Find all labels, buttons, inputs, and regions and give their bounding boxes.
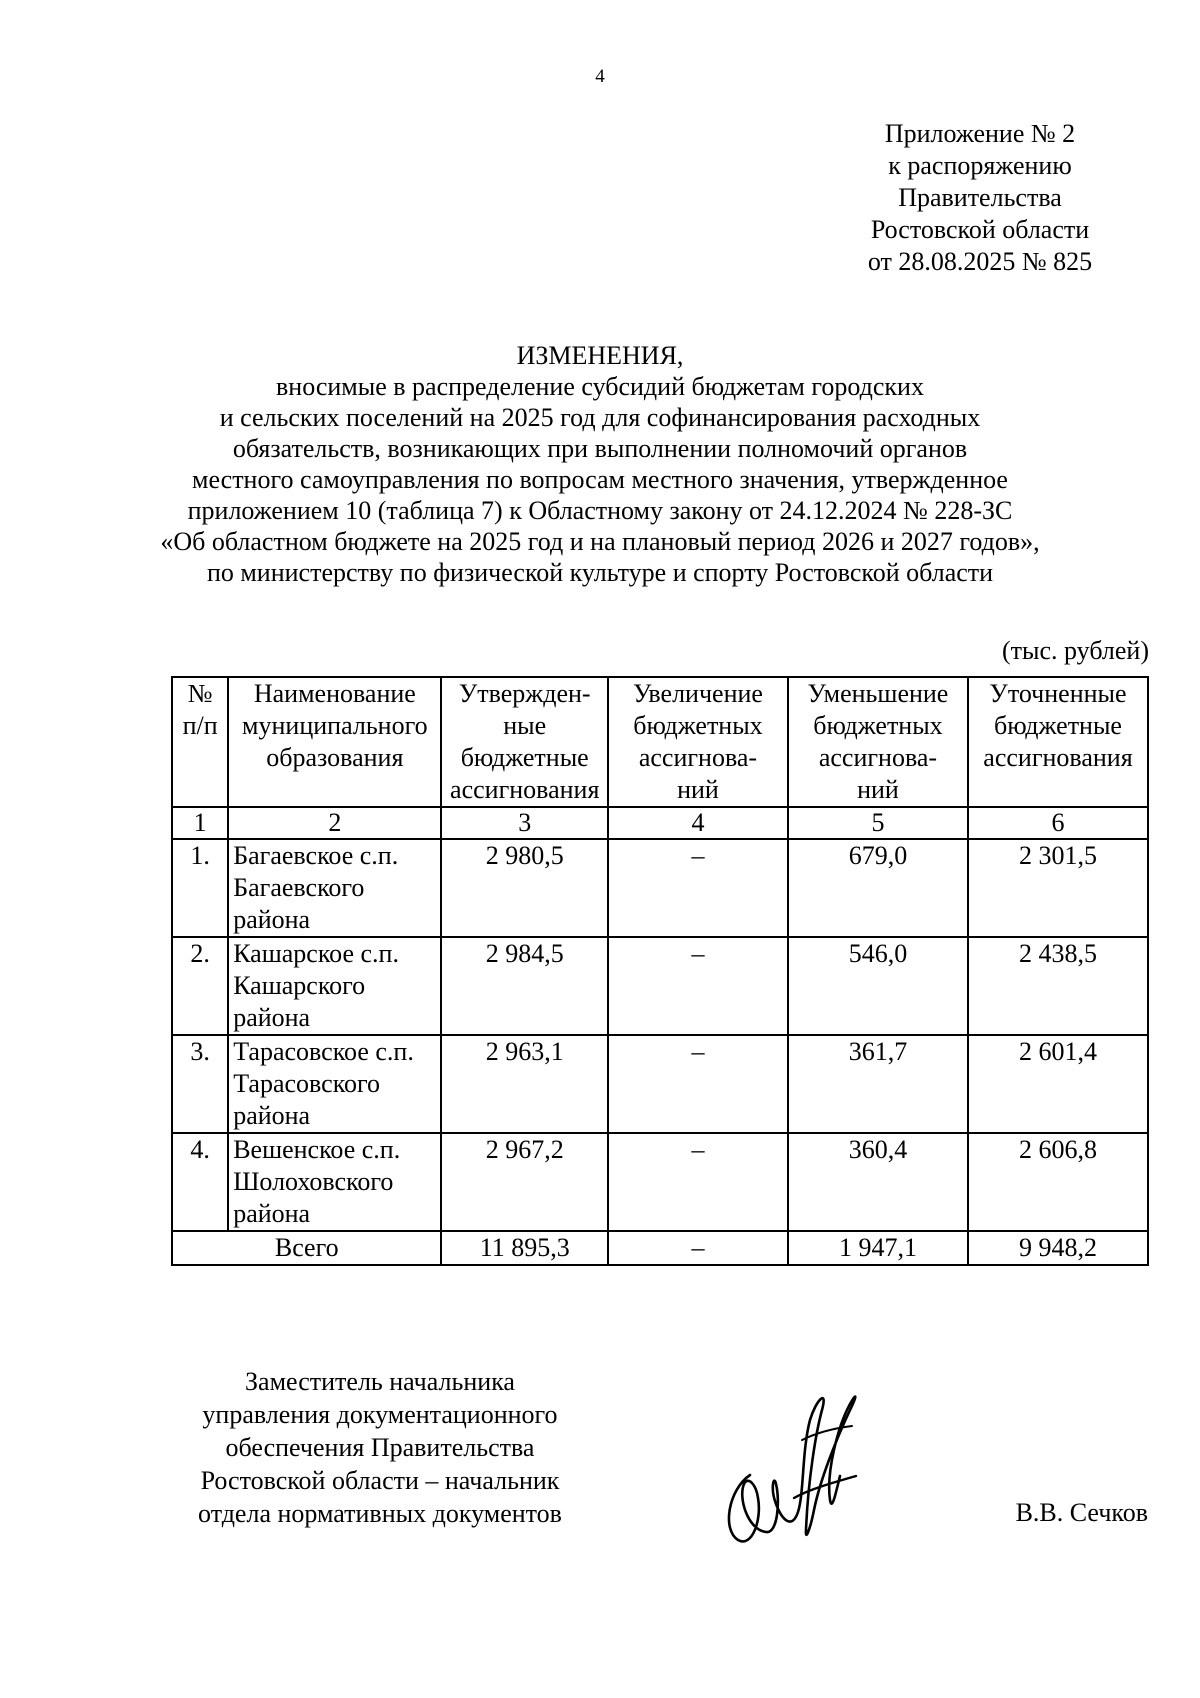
column-number: 3	[441, 807, 607, 839]
decrease-value: 546,0	[788, 937, 968, 1035]
approved-value: 2 980,5	[441, 839, 607, 937]
title-line: вносимые в распределение субсидий бюджетам городских	[276, 372, 924, 401]
municipality-name: Багаевское с.п. Багаевского района	[228, 839, 441, 937]
decrease-value: 361,7	[788, 1035, 968, 1133]
column-number: 1	[172, 807, 228, 839]
header-cell: Уменьшение бюджетных ассигнова- ний	[788, 677, 968, 807]
decrease-value: 679,0	[788, 839, 968, 937]
increase-value: –	[608, 937, 788, 1035]
title-line: и сельских поселений на 2025 год для софинансирования расходных	[219, 403, 981, 432]
total-label: Всего	[172, 1231, 441, 1265]
header-cell: Наименование муниципального образования	[228, 677, 441, 807]
table-row	[172, 839, 1148, 937]
appendix-line: Правительства	[898, 183, 1062, 212]
signer-line: управления документационного	[202, 1400, 558, 1429]
table-header-row	[172, 677, 1148, 807]
title-line: местного самоуправления по вопросам местного значения, утвержденное	[192, 465, 1008, 494]
column-number: 4	[608, 807, 788, 839]
total-final: 9 948,2	[968, 1231, 1148, 1265]
units-label: (тыс. рублей)	[1001, 636, 1149, 665]
municipality-name: Тарасовское с.п. Тарасовского района	[228, 1035, 441, 1133]
total-row	[172, 1231, 1148, 1265]
signer-line: отдела нормативных документов	[198, 1499, 562, 1528]
increase-value: –	[608, 839, 788, 937]
row-number: 1.	[172, 839, 228, 937]
column-number: 6	[968, 807, 1148, 839]
appendix-line: Ростовской области	[870, 215, 1090, 244]
appendix-line: от 28.08.2025 № 825	[867, 247, 1093, 276]
final-value: 2 438,5	[968, 937, 1148, 1035]
approved-value: 2 984,5	[441, 937, 607, 1035]
signer-line: Заместитель начальника	[245, 1367, 515, 1396]
title-heading: ИЗМЕНЕНИЯ,	[516, 341, 684, 370]
header-cell: Уточненные бюджетные ассигнования	[968, 677, 1148, 807]
header-cell: Утвержден- ные бюджетные ассигнования	[441, 677, 607, 807]
appendix-line: к распоряжению	[888, 151, 1072, 180]
column-number-row	[172, 807, 1148, 839]
column-number: 5	[788, 807, 968, 839]
row-number: 2.	[172, 937, 228, 1035]
municipality-name: Вешенское с.п. Шолоховского района	[228, 1133, 441, 1231]
document-title	[100, 340, 1100, 588]
header-cell: Увеличение бюджетных ассигнова- ний	[608, 677, 788, 807]
title-line: обязательств, возникающих при выполнении полномочий органов	[232, 434, 968, 463]
final-value: 2 301,5	[968, 839, 1148, 937]
final-value: 2 601,4	[968, 1035, 1148, 1133]
approved-value: 2 963,1	[441, 1035, 607, 1133]
column-number: 2	[228, 807, 441, 839]
header-cell: № п/п	[172, 677, 228, 807]
table-row	[172, 1035, 1148, 1133]
row-number: 4.	[172, 1133, 228, 1231]
appendix-reference	[830, 118, 1130, 278]
total-increase: –	[608, 1231, 788, 1265]
total-approved: 11 895,3	[441, 1231, 607, 1265]
increase-value: –	[608, 1133, 788, 1231]
approved-value: 2 967,2	[441, 1133, 607, 1231]
total-decrease: 1 947,1	[788, 1231, 968, 1265]
title-line: «Об областном бюджете на 2025 год и на плановый период 2026 и 2027 годов»,	[160, 527, 1040, 556]
final-value: 2 606,8	[968, 1133, 1148, 1231]
signer-line: Ростовской области – начальник	[200, 1466, 560, 1495]
signer-line: обеспечения Правительства	[225, 1433, 535, 1462]
page-number: 4	[595, 66, 605, 87]
handwritten-signature	[718, 1380, 868, 1550]
signer-position	[150, 1365, 610, 1530]
subsidy-table	[171, 676, 1149, 1266]
municipality-name: Кашарское с.п. Кашарского района	[228, 937, 441, 1035]
appendix-line: Приложение № 2	[884, 119, 1076, 148]
table-row	[172, 937, 1148, 1035]
row-number: 3.	[172, 1035, 228, 1133]
table-row	[172, 1133, 1148, 1231]
decrease-value: 360,4	[788, 1133, 968, 1231]
increase-value: –	[608, 1035, 788, 1133]
title-line: по министерству по физической культуре и спорту Ростовской области	[206, 558, 994, 587]
signer-name: В.В. Сечков	[1015, 1498, 1148, 1527]
title-line: приложением 10 (таблица 7) к Областному закону от 24.12.2024 № 228-ЗС	[187, 496, 1013, 525]
